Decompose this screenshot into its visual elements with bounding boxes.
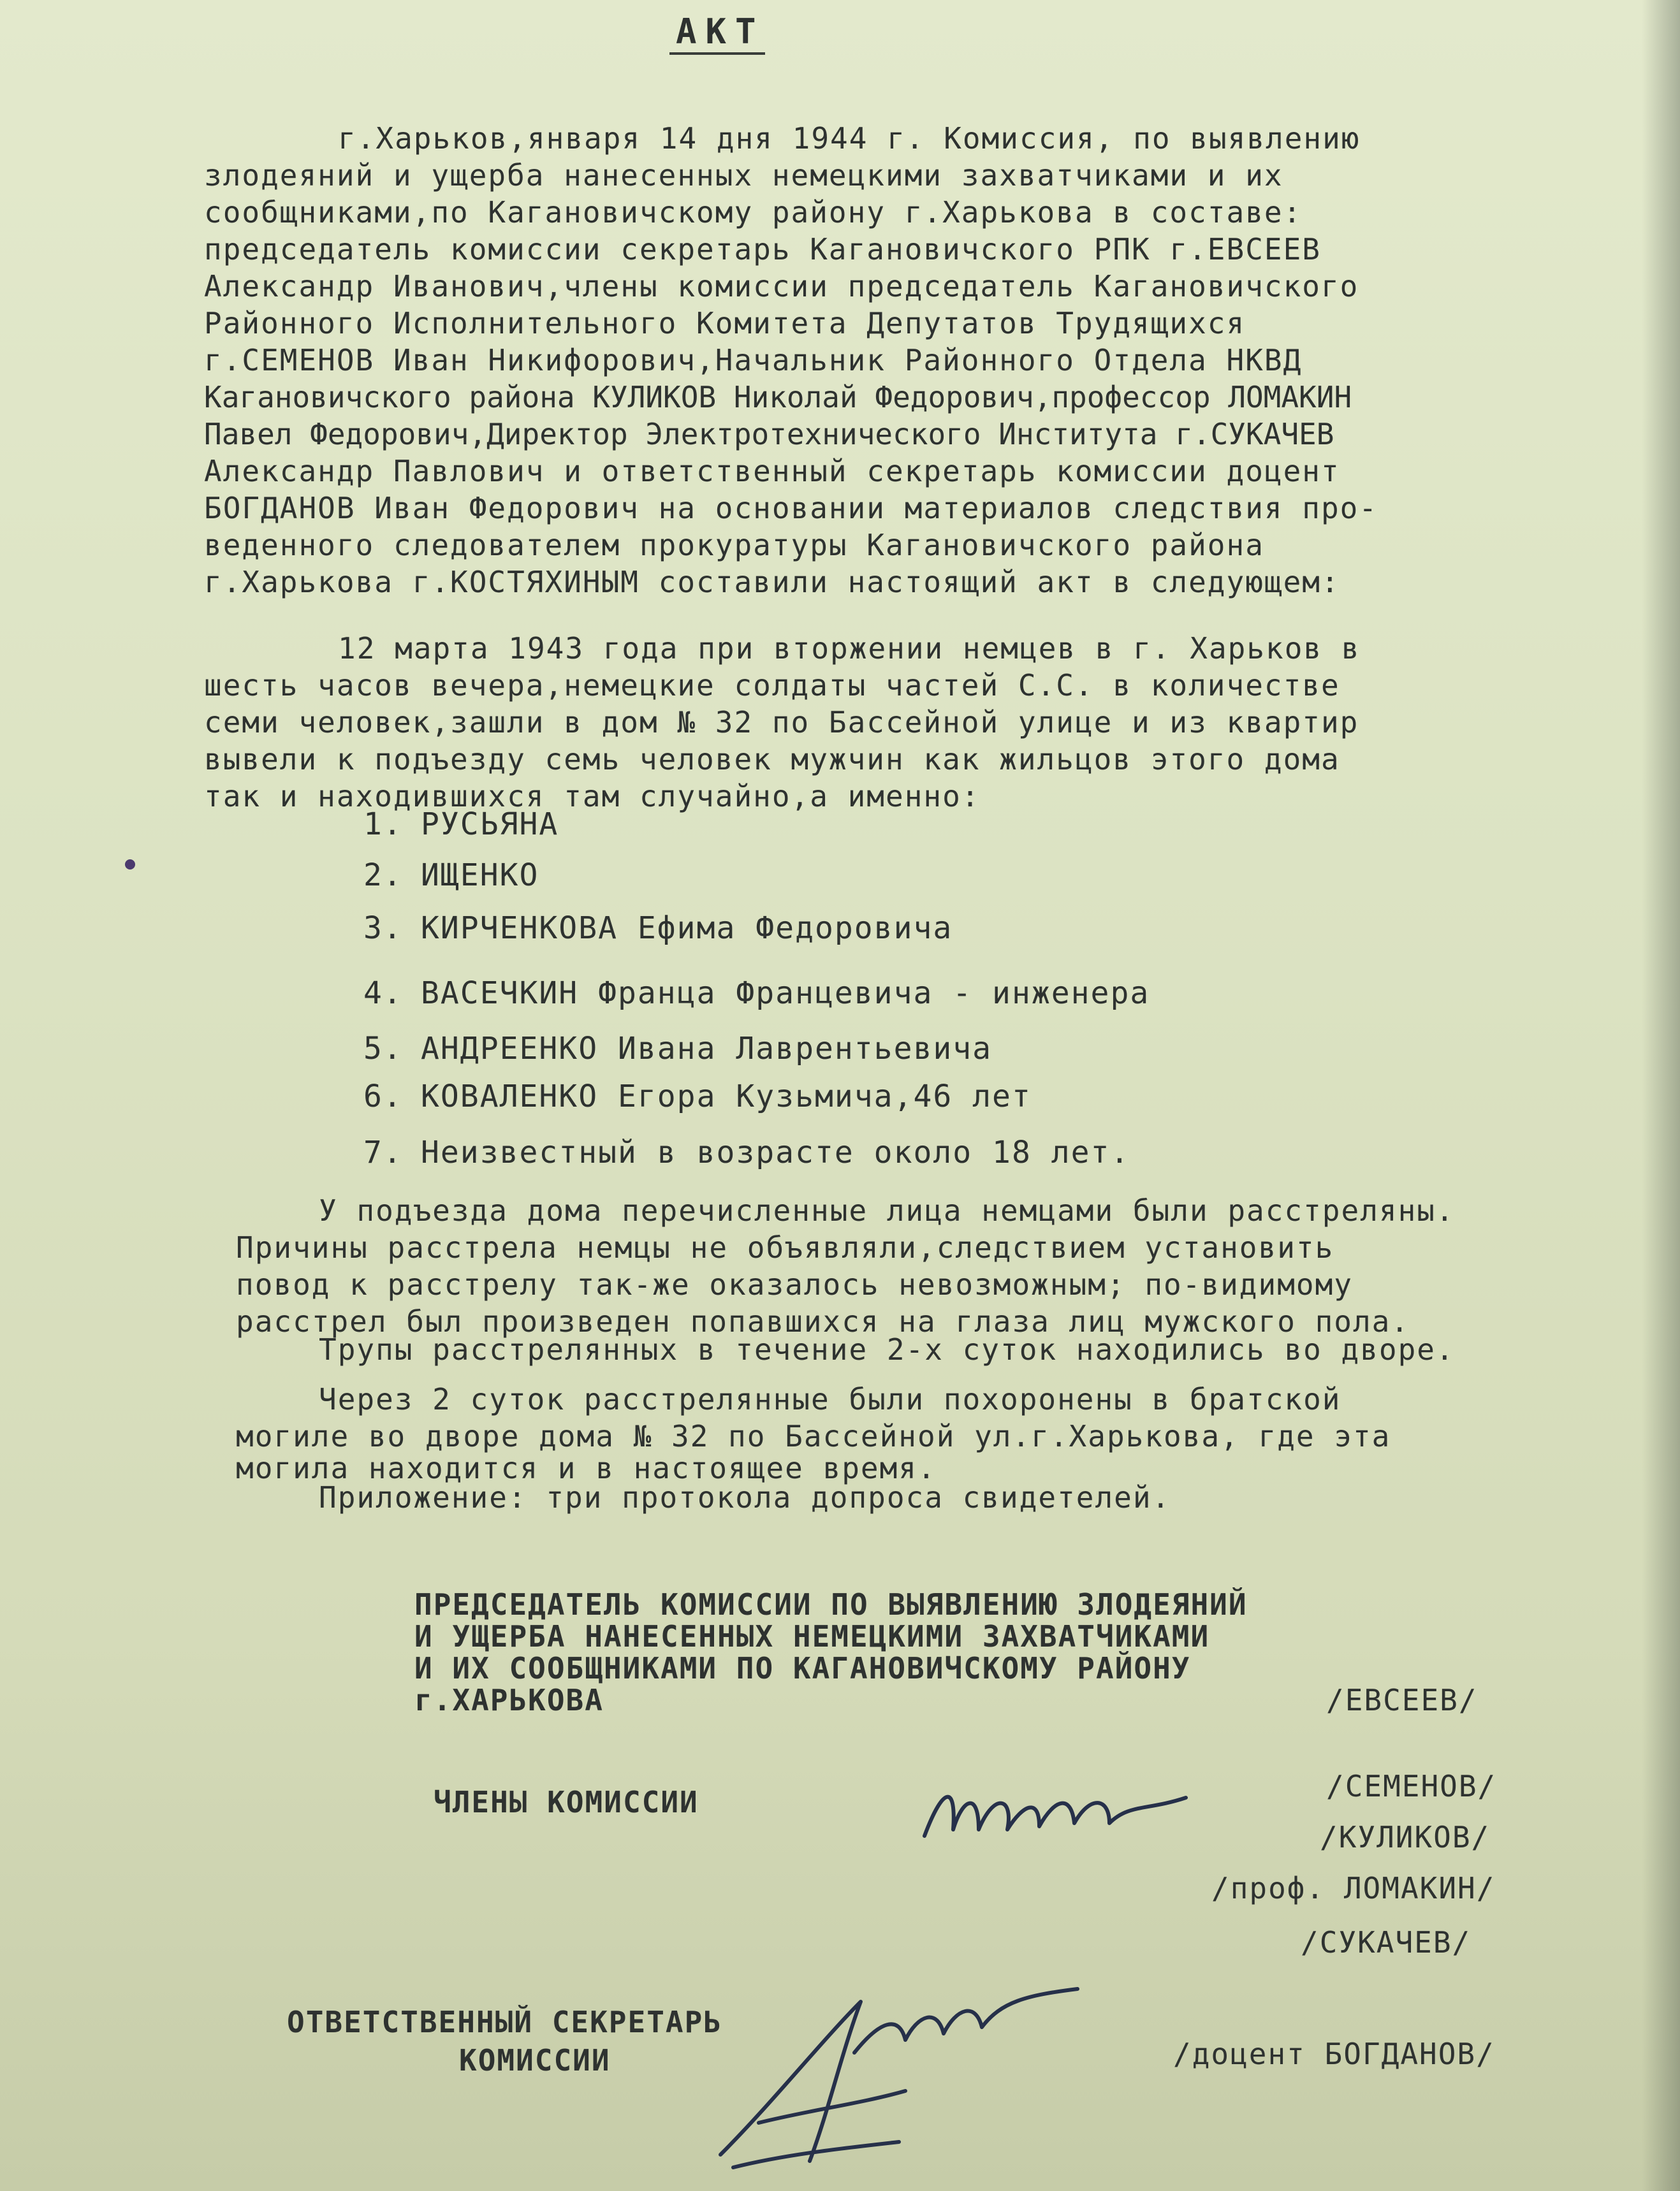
chairman-title-line: И УЩЕРБА НАНЕСЕННЫХ НЕМЕЦКИМИ ЗАХВАТЧИКАМИ [414, 1619, 1210, 1654]
chairman-title-line: И ИХ СООБЩНИКАМИ ПО КАГАНОВИЧСКОМУ РАЙОНУ [414, 1651, 1191, 1685]
text-line: могиле во дворе дома № 32 по Бассейной ул.г.Харькова, где эта [236, 1419, 1391, 1453]
text-line: Кагановичского района КУЛИКОВ Николай Федорович,профессор ЛОМАКИН [204, 380, 1352, 414]
list-item-number: 7. [363, 1135, 403, 1170]
chairman-name: /ЕВСЕЕВ/ [1326, 1683, 1478, 1717]
list-item: ИЩЕНКО [421, 857, 539, 893]
text-line: шесть часов вечера,немецкие солдаты частей С.С. в количестве [204, 668, 1340, 702]
text-line: Районного Исполнительного Комитета Депутатов Трудящихся [204, 306, 1246, 340]
text-line: сообщниками,по Кагановичскому району г.Харькова в составе: [204, 195, 1303, 229]
list-item-number: 2. [363, 857, 403, 893]
text-line: БОГДАНОВ Иван Федорович на основании материалов следствия про- [204, 491, 1378, 525]
list-item-number: 6. [363, 1079, 403, 1114]
text-line: г.Харьков,января 14 дня 1944 г. Комиссия, по выявлению [338, 121, 1361, 156]
chairman-title-line: г.ХАРЬКОВА [414, 1683, 604, 1717]
member-name: /проф. ЛОМАКИН/ [1211, 1871, 1496, 1905]
member-name: /КУЛИКОВ/ [1320, 1820, 1491, 1854]
list-item-number: 4. [363, 975, 403, 1011]
text-line: Трупы расстрелянных в течение 2-х суток находились во дворе. [319, 1332, 1455, 1367]
list-item: ВАСЕЧКИН Франца Францевича - инженера [421, 975, 1150, 1011]
list-item: РУСЬЯНА [421, 806, 559, 842]
secretary-label: КОМИССИИ [459, 2043, 611, 2078]
ink-spot [125, 859, 135, 870]
list-item-number: 1. [363, 806, 403, 842]
document-title: АКТ [676, 11, 765, 52]
text-line: так и находившихся там случайно,а именно: [204, 779, 981, 813]
text-line: семи человек,зашли в дом № 32 по Бассейной улице и из квартир [204, 705, 1359, 739]
text-line: Александр Иванович,члены комиссии председатель Кагановичского [204, 269, 1359, 303]
member-signature [918, 1759, 1199, 1858]
member-name: /СЕМЕНОВ/ [1326, 1769, 1497, 1803]
text-line: могила находится и в настоящее время. [236, 1451, 937, 1485]
text-line: вывели к подъезду семь человек мужчин как жильцов этого дома [204, 742, 1340, 776]
secretary-signature [695, 1963, 1090, 2176]
text-line: г.СЕМЕНОВ Иван Никифорович,Начальник Районного Отдела НКВД [204, 343, 1303, 377]
text-line: веденного следователем прокуратуры Кагановичского района [204, 528, 1264, 562]
secretary-label: ОТВЕТСТВЕННЫЙ СЕКРЕТАРЬ [287, 2005, 722, 2039]
text-line: Причины расстрела немцы не объявляли,следствием установить [236, 1230, 1334, 1265]
text-line: Павел Федорович,Директор Электротехнического Института г.СУКАЧЕВ [204, 417, 1334, 451]
text-line: У подъезда дома перечисленные лица немцами были расстреляны. [319, 1193, 1455, 1228]
text-line: Приложение: три протокола допроса свидетелей. [319, 1480, 1171, 1515]
list-item: АНДРЕЕНКО Ивана Лаврентьевича [421, 1031, 993, 1066]
list-item: КОВАЛЕНКО Егора Кузьмича,46 лет [421, 1079, 1032, 1114]
text-line: г.Харькова г.КОСТЯХИНЫМ составили настоящий акт в следующем: [204, 565, 1340, 599]
list-item-number: 5. [363, 1031, 403, 1066]
chairman-title-line: ПРЕДСЕДАТЕЛЬ КОМИССИИ ПО ВЫЯВЛЕНИЮ ЗЛОДЕЯНИЙ [414, 1587, 1248, 1622]
members-label: ЧЛЕНЫ КОМИССИИ [434, 1785, 699, 1819]
list-item: Неизвестный в возрасте около 18 лет. [421, 1135, 1130, 1170]
text-line: председатель комиссии секретарь Кагановичского РПК г.ЕВСЕЕВ [204, 232, 1321, 266]
text-line: повод к расстрелу так-же оказалось невозможным; по-видимому [236, 1267, 1353, 1302]
secretary-name: /доцент БОГДАНОВ/ [1173, 2037, 1495, 2071]
list-item: КИРЧЕНКОВА Ефима Федоровича [421, 910, 953, 946]
title-underline [669, 52, 765, 55]
text-line: злодеяний и ущерба нанесенных немецкими захватчиками и их [204, 158, 1283, 193]
text-line: Через 2 суток расстрелянные были похоронены в братской [319, 1382, 1341, 1416]
text-line: расстрел был произведен попавшихся на глаза лиц мужского пола. [236, 1304, 1410, 1339]
text-line: 12 марта 1943 года при вторжении немцев в г. Харьков в [338, 631, 1361, 666]
text-line: Александр Павлович и ответственный секретарь комиссии доцент [204, 454, 1340, 488]
page-edge-shadow [1642, 0, 1680, 2191]
member-name: /СУКАЧЕВ/ [1301, 1925, 1472, 1960]
list-item-number: 3. [363, 910, 403, 946]
